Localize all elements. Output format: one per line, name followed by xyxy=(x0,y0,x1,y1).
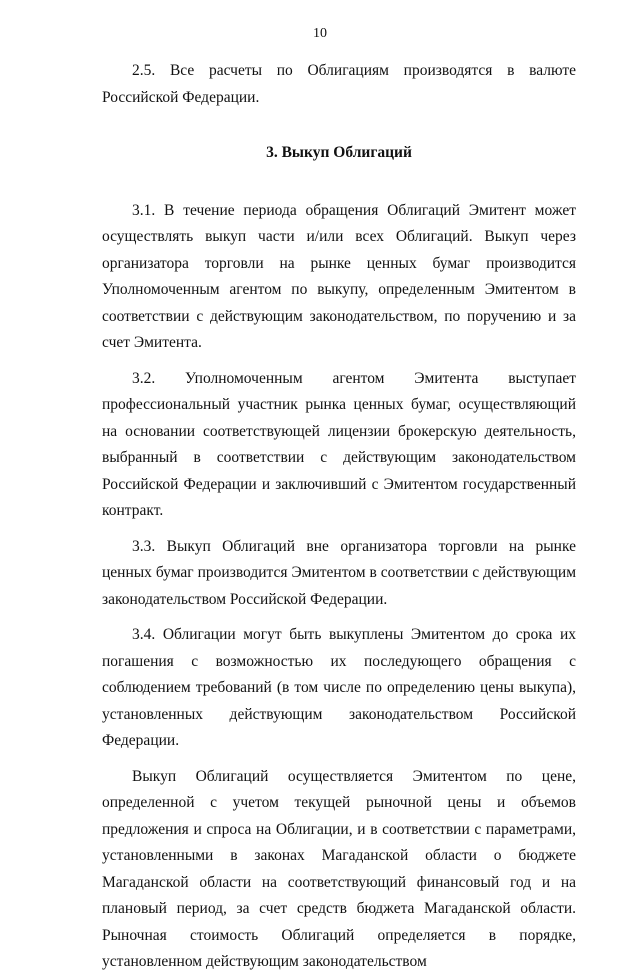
paragraph-3-2: 3.2. Уполномоченным агентом Эмитента выступает профессиональный участник рынка ценных бумаг, осуществляющий на основании соответствующей лицензии брокерскую деятельность, выбранный в соответствии с действующим законодательством Российской Федерации и заключивший с Эмитентом государственный контракт. xyxy=(102,369,576,519)
paragraph-3-1: 3.1. В течение периода обращения Облигаций Эмитент может осуществлять выкуп части и/или всех Облигаций. Выкуп через организатора торговли на рынке ценных бумаг производится Уполномоченным агентом по выкупу, определенным Эмитентом в соответствии с действующим законодательством, по поручению и за счет Эмитента. xyxy=(102,201,576,351)
paragraph-3-3: 3.3. Выкуп Облигаций вне организатора торговли на рынке ценных бумаг производится Эмитентом в соответствии с действующим законодательством Российской Федерации. xyxy=(102,537,576,608)
section-heading: 3. Выкуп Облигаций xyxy=(266,144,412,161)
paragraph-3-4: 3.4. Облигации могут быть выкуплены Эмитентом до срока их погашения с возможностью их последующего обращения с соблюдением требований (в том числе по определению цены выкупа), установленных действующим законодательством Российской Федерации. xyxy=(102,626,576,749)
paragraph-buyback-price: Выкуп Облигаций осуществляется Эмитентом по цене, определенной с учетом текущей рыночной цены и объемов предложения и спроса на Облигации, и в соответствии с параметрами, установленными в законах Магаданской области о бюджете Магаданской области на соответствующий финансовый год и на плановый период, за счет средств бюджета Магаданской области. Рыночная стоимость Облигаций определяется в порядке, установленном действующим законодательством xyxy=(102,767,576,970)
page-number: 10 xyxy=(313,26,327,41)
document-body xyxy=(102,58,576,976)
paragraph-2-5: 2.5. Все расчеты по Облигациям производятся в валюте Российской Федерации. xyxy=(102,62,576,106)
